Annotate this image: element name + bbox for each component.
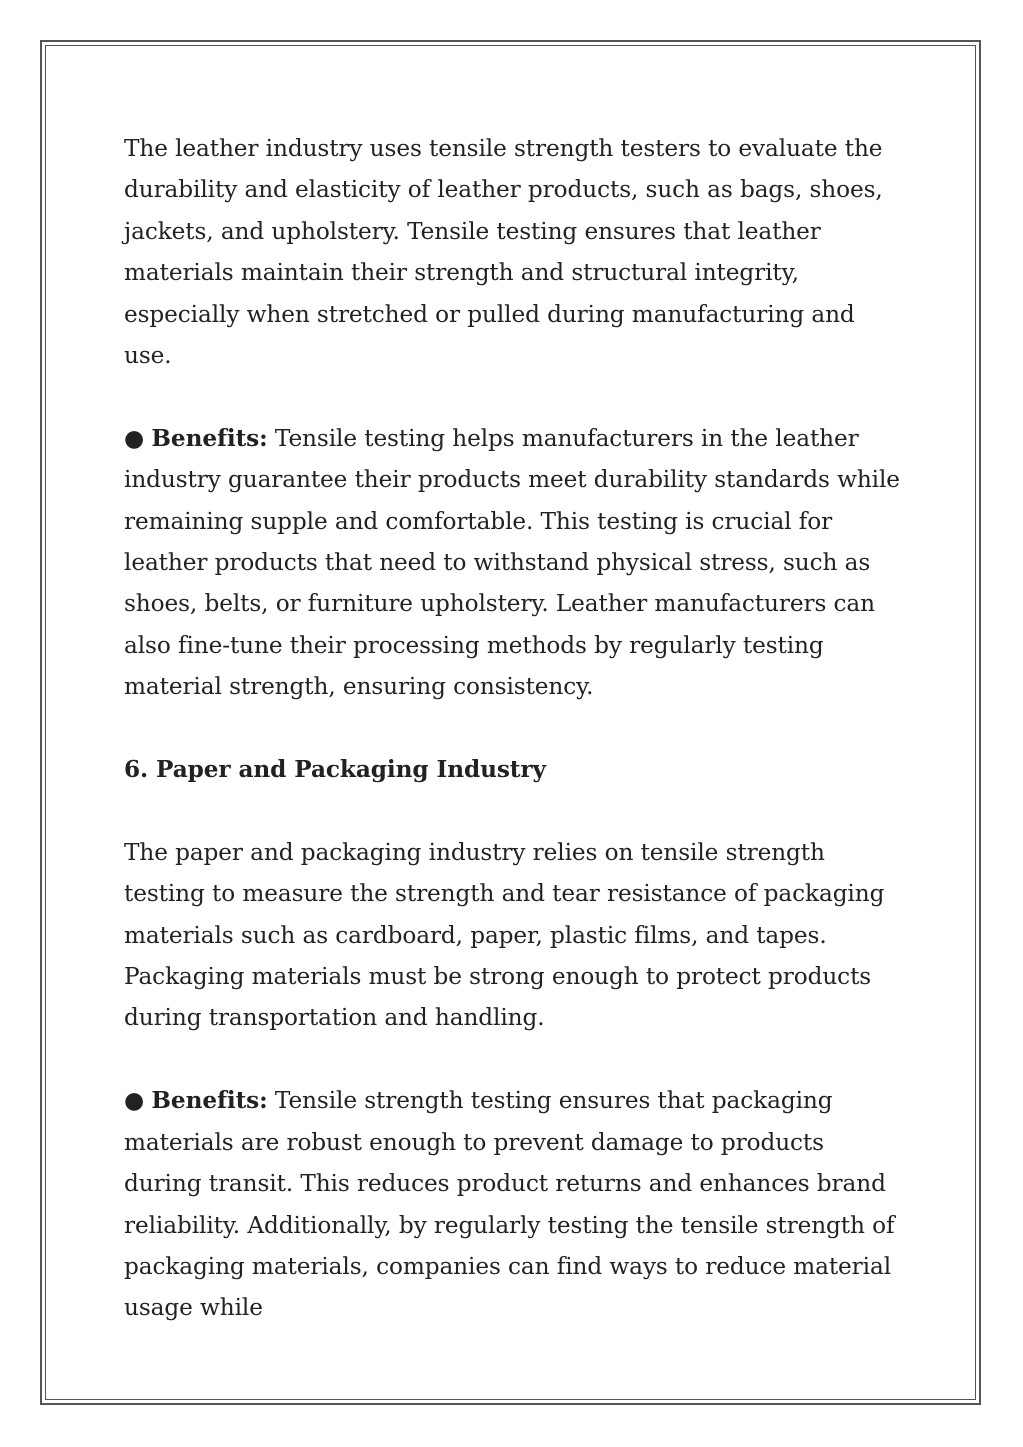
paragraph-spacer — [124, 708, 900, 749]
leather-benefits-paragraph — [124, 418, 900, 708]
section-heading: 6. Paper and Packaging Industry — [124, 756, 546, 784]
leather-benefits-text: Tensile testing helps manufacturers in the leather industry guarantee their products meet durability standards while remaining supple and comfortable. This testing is crucial for leather products that need to withstand physical stress, such as shoes, belts, or furniture upholstery. Leather manufacturers can also fine-tune their processing methods by regularly testing material strength, ensuring consistency. — [124, 424, 900, 701]
packaging-benefits-paragraph — [124, 1080, 900, 1328]
paragraph-spacer — [124, 1039, 900, 1080]
bullet-icon: ● — [124, 424, 145, 452]
benefits-label: Benefits: — [151, 1087, 268, 1115]
bullet-icon: ● — [124, 1087, 145, 1115]
document-body — [124, 128, 900, 1329]
packaging-intro-paragraph: The paper and packaging industry relies on tensile strength testing to measure the strength and tear resistance of packaging materials such as cardboard, paper, plastic films, and tapes. Packaging materials must be strong enough to protect products during transportation and handling. — [124, 838, 885, 1032]
packaging-benefits-text: Tensile strength testing ensures that packaging materials are robust enough to prevent damage to products during transit. This reduces product returns and enhances brand reliability. Additionally, by regularly testing the tensile strength of packaging materials, companies can find ways to reduce material usage while — [124, 1087, 895, 1322]
paragraph-spacer — [124, 376, 900, 417]
paragraph-spacer — [124, 790, 900, 831]
benefits-label: Benefits: — [151, 424, 268, 452]
leather-intro-paragraph: The leather industry uses tensile strength testers to evaluate the durability and elasticity of leather products, such as bags, shoes, jackets, and upholstery. Tensile testing ensures that leather materials maintain their strength and structural integrity, especially when stretched or pulled during manufacturing and use. — [124, 135, 883, 370]
